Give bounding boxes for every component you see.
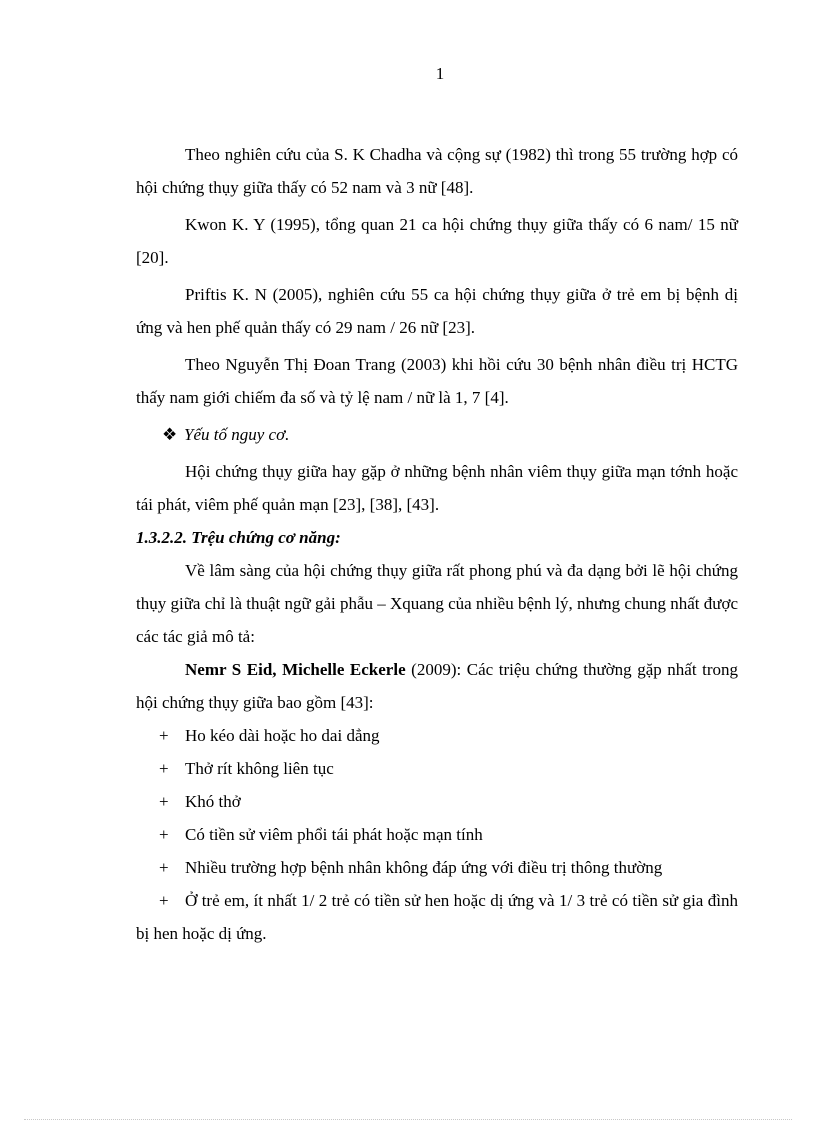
paragraph-authors	[136, 653, 738, 719]
list-item: + Khó thở	[136, 785, 738, 818]
paragraph-clinical-intro: Về lâm sàng của hội chứng thụy giữa rất phong phú và đa dạng bởi lẽ hội chứng thụy giữa chỉ là thuật ngữ gải phẫu – Xquang của nhiều bệnh lý, nhưng chung nhất được các tác giả mô tả:	[136, 561, 738, 646]
diamond-bullet-icon: ❖	[162, 425, 178, 444]
plus-bullet-icon: +	[159, 792, 169, 811]
risk-factor-heading	[162, 418, 738, 451]
authors-text: (2009): Các triệu chứng thường gặp nhất trong hội chứng thụy giữa bao gồm [43]:	[136, 660, 738, 712]
plus-bullet-icon: +	[159, 825, 169, 844]
paragraph-nguyen: Theo Nguyễn Thị Đoan Trang (2003) khi hồi cứu 30 bệnh nhân điều trị HCTG thấy nam giới chiếm đa số và tỷ lệ nam / nữ là 1, 7 [4].	[136, 355, 738, 407]
page-number: 1	[435, 64, 445, 83]
paragraph-kwon: Kwon K. Y (1995), tổng quan 21 ca hội chứng thụy giữa thấy có 6 nam/ 15 nữ [20].	[136, 215, 738, 267]
plus-bullet-icon: +	[159, 726, 169, 745]
plus-bullet-icon: +	[159, 891, 169, 910]
authors-name: Nemr S Eid, Michelle Eckerle	[185, 660, 406, 679]
list-item: + Nhiều trường hợp bệnh nhân không đáp ứng với điều trị thông thường	[136, 851, 738, 884]
plus-bullet-icon: +	[159, 858, 169, 877]
page-bottom-divider	[24, 1119, 792, 1120]
risk-factor-title: Yếu tố nguy cơ.	[184, 425, 290, 444]
plus-bullet-icon: +	[159, 759, 169, 778]
section-heading: 1.3.2.2. Trệu chứng cơ năng:	[136, 528, 341, 547]
list-item: + Ở trẻ em, ít nhất 1/ 2 trẻ có tiền sử hen hoặc dị ứng và 1/ 3 trẻ có tiền sử gia đình bị hen hoặc dị ứng.	[136, 884, 738, 950]
paragraph-risk-factor: Hội chứng thụy giữa hay gặp ở những bệnh nhân viêm thụy giữa mạn tớnh hoặc tái phát, viêm phế quản mạn [23], [38], [43].	[136, 462, 738, 514]
list-item: + Thở rít không liên tục	[136, 752, 738, 785]
list-item: + Có tiền sử viêm phổi tái phát hoặc mạn tính	[136, 818, 738, 851]
paragraph-chadha: Theo nghiên cứu của S. K Chadha và cộng sự (1982) thì trong 55 trường hợp có hội chứng thụy giữa thấy có 52 nam và 3 nữ [48].	[136, 145, 738, 197]
document-body	[136, 138, 738, 950]
paragraph-priftis: Priftis K. N (2005), nghiên cứu 55 ca hội chứng thụy giữa ở trẻ em bị bệnh dị ứng và hen phế quản thấy có 29 nam / 26 nữ [23].	[136, 285, 738, 337]
symptom-list	[136, 719, 738, 950]
list-item: + Ho kéo dài hoặc ho dai dẳng	[136, 719, 738, 752]
